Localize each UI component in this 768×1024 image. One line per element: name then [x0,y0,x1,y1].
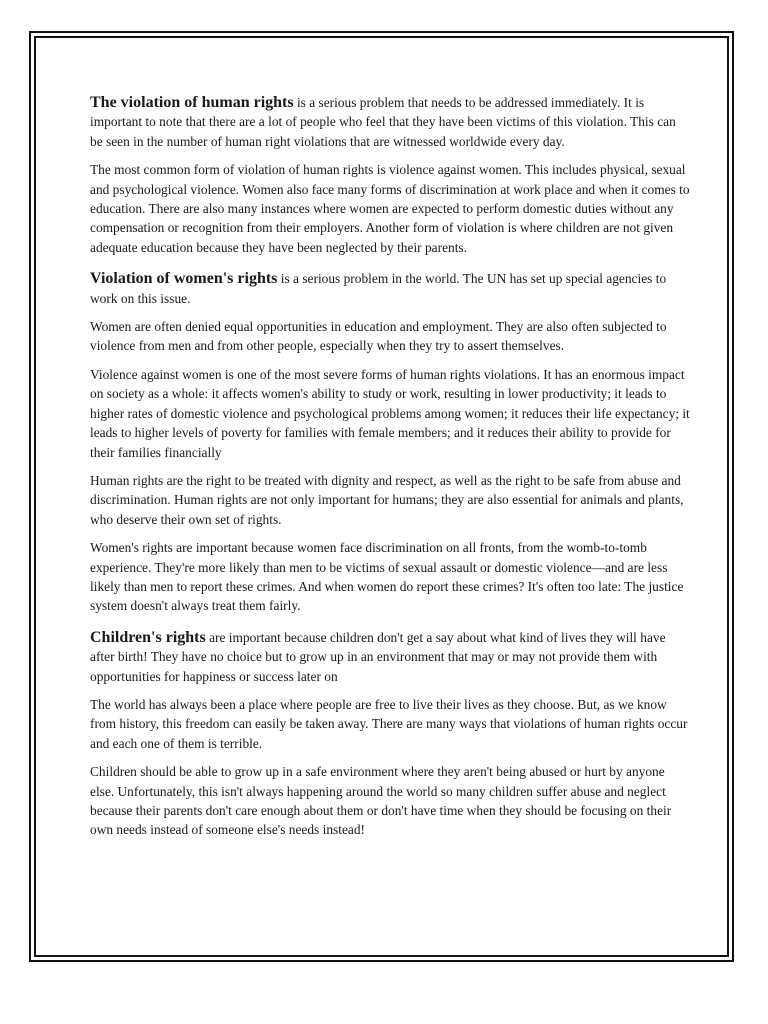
paragraph-safe-environment [90,762,690,840]
paragraph-text: is a serious problem in the world. The UN has set up special agencies to work on this issue. [90,271,667,306]
paragraph-text: is a serious problem that needs to be addressed immediately. It is important to note that there are a lot of people who feel that they have been victims of this violation. This can be seen in the number of human right violations that are witnessed worldwide every day. [90,95,676,149]
paragraph-text: Women's rights are important because women face discrimination on all fronts, from the womb-to-tomb experience. They're more likely than men to be victims of sexual assault or domestic violence—and are less likely than men to report these crimes. And when women do report these crimes? It's often too late: The justice system doesn't always treat them fairly. [90,540,684,614]
document-body [90,93,690,849]
paragraph-lead-heading: The violation of human rights [90,94,294,111]
paragraph-text: The world has always been a place where people are free to live their lives as they choose. But, as we know from history, this freedom can easily be taken away. There are many ways that violations of human rights occur and each one of them is terrible. [90,696,688,751]
paragraph-text: Violence against women is one of the most severe forms of human rights violations. It has an enormous impact on society as a whole: it affects women's ability to study or work, resulting in lower productivity; it leads to higher rates of domestic violence and psychological problems among women; it reduces their life expectancy; it leads to higher levels of poverty for families with female members; and it reduces their ability to provide for their families financially [90,366,690,460]
paragraph-lead-heading: Children's rights [90,628,206,646]
paragraph-equal-opportunities [90,317,690,356]
paragraph-text: Women are often denied equal opportunities in education and employment. They are also often subjected to violence from men and from other people, especially when they try to assert themselves. [90,319,667,354]
paragraph-freedom-history [90,695,690,753]
paragraph-lead-heading: Violation of women's rights [90,270,278,288]
paragraph-text: The most common form of violation of human rights is violence against women. This includes physical, sexual and psychological violence. Women also face many forms of discrimination at work place and when it comes to education. There are also many instances where women are expected to perform domestic duties without any compensation or recognition from their employers. Another form of violation is where children are not given adequate education because they have been neglected by their parents. [90,162,690,255]
paragraph-womens-rights-violation [90,269,690,308]
paragraph-text: Human rights are the right to be treated with dignity and respect, as well as the right to be safe from abuse and discrimination. Human rights are not only important for humans; they are also essential for animals and plants, who deserve their own set of rights. [90,472,684,527]
paragraph-impact-on-society [90,365,690,462]
paragraph-human-rights-violation [90,93,690,151]
paragraph-childrens-rights [90,628,690,686]
paragraph-violence-against-women [90,160,690,257]
paragraph-text: are important because children don't get a say about what kind of lives they will have after birth! They have no choice but to grow up in an environment that may or may not provide them with opportunities for happiness or success later on [90,629,666,684]
paragraph-text: Children should be able to grow up in a safe environment where they aren't being abused or hurt by anyone else. Unfortunately, this isn't always happening around the world so many children suffer abuse and neglect because their parents don't care enough about them or don't have time when they should be focusing on their own needs instead of someone else's needs instead! [90,764,672,838]
paragraph-discrimination-fronts [90,538,690,616]
paragraph-dignity-and-respect [90,471,690,529]
